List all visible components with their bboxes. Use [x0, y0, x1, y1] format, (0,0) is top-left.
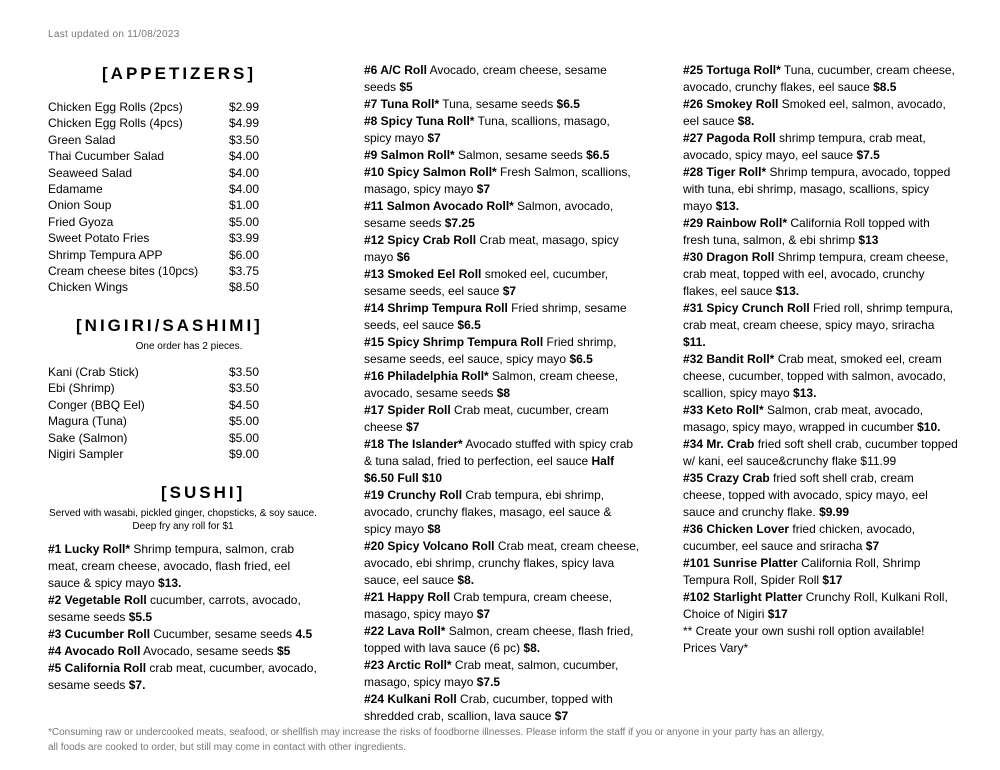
roll-name: #30 Dragon Roll: [683, 250, 775, 264]
menu-item-price: $3.99: [229, 231, 260, 246]
roll-price: $8.: [523, 641, 541, 655]
roll-item: [364, 623, 640, 657]
menu-item-name: Cream cheese bites (10pcs): [48, 264, 199, 279]
menu-item-row: [48, 148, 259, 164]
menu-item-name: Fried Gyoza: [48, 214, 114, 229]
roll-name: #7 Tuna Roll*: [364, 97, 440, 111]
menu-item-price: $3.50: [229, 381, 260, 396]
roll-description: Crab meat, smoked eel, cream cheese, cucumber, topped with salmon, avocado, scallion, spicy mayo: [683, 352, 946, 400]
roll-description: California Roll topped with fresh tuna, salmon, & ebi shrimp: [683, 216, 930, 247]
menu-item-row: [48, 99, 259, 115]
nigiri-note: One order has 2 pieces.: [135, 341, 243, 352]
roll-name: #20 Spicy Volcano Roll: [364, 539, 495, 553]
menu-item-row: [48, 247, 259, 263]
roll-name: #10 Spicy Salmon Roll*: [364, 165, 497, 179]
roll-name: #34 Mr. Crab: [683, 437, 755, 451]
roll-price: $13.: [775, 284, 800, 298]
menu-item-price: $3.50: [229, 132, 260, 147]
roll-description: fried soft shell crab, cucumber topped w/ kani, eel sauce&crunchy flake $11.99: [683, 437, 958, 468]
menu-item-price: $8.50: [229, 280, 260, 295]
menu-item-name: Magura (Tuna): [48, 414, 127, 429]
menu-item-price: $4.00: [229, 165, 260, 180]
roll-price: $13: [858, 233, 879, 247]
roll-name: #22 Lava Roll*: [364, 624, 446, 638]
roll-name: #36 Chicken Lover: [683, 522, 790, 536]
roll-item: [364, 589, 640, 623]
roll-item: [683, 300, 958, 351]
roll-item: [364, 691, 640, 725]
roll-item: [683, 164, 958, 215]
roll-name: #13 Smoked Eel Roll: [364, 267, 482, 281]
roll-price: $6: [396, 250, 411, 264]
roll-description: Tuna, cucumber, cream cheese, avocado, crunchy flakes, eel sauce: [683, 63, 955, 94]
menu-item-price: $3.50: [229, 365, 260, 379]
roll-price: $7: [427, 131, 441, 145]
rolls-column-2: [364, 62, 640, 725]
roll-description: smoked eel, cucumber, sesame seeds, eel sauce: [364, 267, 609, 298]
roll-name: #24 Kulkani Roll: [364, 692, 457, 706]
roll-name: #1 Lucky Roll*: [48, 542, 131, 556]
roll-price: $9.99: [819, 505, 850, 519]
menu-item-name: Nigiri Sampler: [48, 447, 124, 462]
roll-name: #9 Salmon Roll*: [364, 148, 455, 162]
appetizers-list: [48, 99, 259, 296]
roll-price: $7.5: [476, 675, 501, 689]
roll-item: [48, 626, 323, 643]
menu-item-row: [48, 430, 259, 446]
nigiri-heading: [NIGIRI/SASHIMI]: [76, 316, 263, 335]
roll-item: [48, 541, 323, 592]
roll-description: crab meat, cucumber, avocado, sesame seeds: [48, 661, 317, 692]
roll-name: #14 Shrimp Tempura Roll: [364, 301, 508, 315]
menu-item-row: [48, 181, 259, 197]
roll-price: $13.: [715, 199, 740, 213]
roll-item: [683, 470, 958, 521]
roll-price: $6.5: [586, 148, 610, 162]
menu-item-name: Chicken Egg Rolls (2pcs): [48, 100, 183, 114]
roll-item: [364, 436, 640, 487]
roll-description: fried chicken, avocado, cucumber, eel sauce and sriracha: [683, 522, 916, 553]
menu-item-price: $6.00: [229, 247, 260, 262]
menu-item-name: Shrimp Tempura APP: [48, 247, 163, 262]
roll-description: Fried roll, shrimp tempura, crab meat, cream cheese, spicy mayo, sriracha: [683, 301, 954, 332]
menu-item-name: Onion Soup: [48, 198, 112, 213]
menu-item-row: [48, 165, 259, 181]
roll-item: [364, 113, 640, 147]
roll-description: Fried shrimp, sesame seeds, eel sauce, spicy mayo: [364, 335, 617, 366]
roll-price: $8.: [457, 573, 475, 587]
menu-item-row: [48, 197, 259, 213]
roll-item: [364, 487, 640, 538]
roll-price: $13.: [793, 386, 817, 400]
roll-description: Crunchy Roll, Kulkani Roll, Choice of Nigiri: [683, 590, 948, 621]
menu-item-row: [48, 279, 259, 295]
roll-price: $6.5: [569, 352, 593, 366]
roll-description: Crab meat, cucumber, cream cheese: [364, 403, 609, 434]
roll-description: Salmon, cream cheese, avocado, sesame seeds: [364, 369, 619, 400]
roll-name: #18 The Islander*: [364, 437, 463, 451]
sushi-heading: [SUSHI]: [161, 483, 246, 502]
roll-name: #23 Arctic Roll*: [364, 658, 452, 672]
roll-item: [364, 232, 640, 266]
menu-item-price: $3.75: [229, 264, 260, 279]
roll-name: #102 Starlight Platter: [683, 590, 803, 604]
roll-item: [683, 249, 958, 300]
roll-price: $7.: [128, 678, 146, 692]
sushi-note: Served with wasabi, pickled ginger, chopsticks, & soy sauce. Deep fry any roll for $1: [49, 508, 317, 532]
roll-price: Half $6.50 Full $10: [364, 454, 615, 485]
roll-name: #2 Vegetable Roll: [48, 593, 147, 607]
roll-description: Avocado, cream cheese, sesame seeds: [364, 63, 607, 94]
roll-item: [683, 402, 958, 436]
roll-name: #35 Crazy Crab: [683, 471, 770, 485]
roll-name: #25 Tortuga Roll*: [683, 63, 781, 77]
roll-name: #32 Bandit Roll*: [683, 352, 775, 366]
menu-item-price: $4.50: [229, 397, 260, 412]
appetizers-heading: [APPETIZERS]: [102, 64, 257, 83]
menu-item-price: $4.99: [229, 116, 260, 131]
menu-item-name: Thai Cucumber Salad: [48, 149, 165, 164]
menu-item-name: Chicken Wings: [48, 280, 129, 295]
roll-price: $7: [865, 539, 880, 553]
roll-price: $7: [502, 284, 517, 298]
menu-item-row: [48, 132, 259, 148]
roll-name: #17 Spider Roll: [364, 403, 451, 417]
menu-item-row: [48, 446, 259, 462]
roll-name: #31 Spicy Crunch Roll: [683, 301, 810, 315]
roll-item: [364, 198, 640, 232]
menu-item-price: $5.00: [229, 430, 260, 445]
roll-description: Salmon, cream cheese, flash fried, topped with lava sauce (6 pc): [364, 624, 634, 655]
menu-item-name: Green Salad: [48, 132, 116, 147]
roll-price: $5: [399, 80, 413, 94]
roll-item: [364, 300, 640, 334]
menu-item-row: [48, 380, 259, 396]
menu-item-price: $4.00: [229, 182, 260, 197]
roll-description: Crab meat, masago, spicy mayo: [364, 233, 619, 264]
roll-description: Salmon, sesame seeds: [454, 148, 587, 162]
menu-item-name: Chicken Egg Rolls (4pcs): [48, 116, 183, 131]
menu-item-price: $5.00: [229, 214, 260, 229]
roll-price: $7: [476, 182, 491, 196]
roll-description: Shrimp tempura, cream cheese, crab meat, topped with eel, avocado, crunchy flakes, eel sauce: [683, 250, 949, 298]
roll-description: Tuna, sesame seeds: [439, 97, 557, 111]
roll-item: [683, 96, 958, 130]
menu-item-name: Sweet Potato Fries: [48, 231, 150, 246]
nigiri-list: [48, 364, 259, 462]
rolls-column-3: [683, 62, 958, 657]
last-updated-text: Last updated on 11/08/2023: [48, 29, 180, 40]
roll-name: #3 Cucumber Roll: [48, 627, 151, 641]
menu-item-row: [48, 397, 259, 413]
roll-description: Salmon, avocado, sesame seeds: [364, 199, 614, 230]
menu-item-row: [48, 263, 259, 279]
roll-description: cucumber, carrots, avocado, sesame seeds: [48, 593, 301, 624]
roll-price: $17: [767, 607, 788, 621]
roll-name: #12 Spicy Crab Roll: [364, 233, 477, 247]
roll-description: Avocado stuffed with spicy crab & tuna salad, fried to perfection, eel sauce: [364, 437, 634, 468]
menu-item-name: Seaweed Salad: [48, 165, 133, 180]
roll-description: Avocado, sesame seeds: [140, 644, 277, 658]
roll-item: [683, 215, 958, 249]
roll-price: $6.5: [457, 318, 481, 332]
roll-description: Fried shrimp, sesame seeds, eel sauce: [364, 301, 627, 332]
roll-name: #21 Happy Roll: [364, 590, 451, 604]
menu-item-row: [48, 413, 259, 429]
rolls-column-1: [48, 541, 323, 694]
menu-item-price: $5.00: [229, 414, 260, 429]
menu-item-name: Ebi (Shrimp): [48, 381, 115, 396]
roll-description: Crab tempura, ebi shrimp, avocado, crunchy flakes, masago, eel sauce & spicy mayo: [364, 488, 612, 536]
roll-price: $7.5: [856, 148, 880, 162]
roll-name: #16 Philadelphia Roll*: [364, 369, 489, 383]
roll-item: [364, 164, 640, 198]
roll-description: fried soft shell crab, cream cheese, topped with avocado, spicy mayo, eel sauce and crunchy flake.: [683, 471, 928, 519]
roll-item: [683, 436, 958, 470]
roll-item: [48, 660, 323, 694]
roll-name: #5 California Roll: [48, 661, 147, 675]
footer-line-1: *Consuming raw or undercooked meats, seafood, or shellfish may increase the risks of foodborne illnesses. Please inform the staff if you or anyone in your party has an allergy,: [48, 727, 825, 738]
roll-item: [683, 589, 958, 623]
roll-description: Crab, cucumber, topped with shredded crab, scallion, lava sauce: [364, 692, 613, 723]
menu-item-name: Sake (Salmon): [48, 430, 128, 445]
roll-description: shrimp tempura, crab meat, avocado, spicy mayo, eel sauce: [683, 131, 926, 162]
roll-item: [683, 62, 958, 96]
roll-description: Crab meat, salmon, cucumber, masago, spicy mayo: [364, 658, 619, 689]
menu-item-price: $2.99: [229, 100, 260, 114]
roll-item: [364, 402, 640, 436]
roll-price: $7.25: [444, 216, 475, 230]
roll-description: Crab tempura, cream cheese, masago, spicy mayo: [364, 590, 613, 621]
roll-name: #11 Salmon Avocado Roll*: [364, 199, 514, 213]
roll-description: California Roll, Shrimp Tempura Roll, Spider Roll: [683, 556, 921, 587]
roll-price: $11.: [683, 335, 706, 349]
create-your-own-note: ** Create your own sushi roll option available! Prices Vary*: [683, 624, 925, 655]
menu-item-price: $9.00: [229, 447, 260, 462]
roll-price: $13.: [158, 576, 182, 590]
roll-name: #29 Rainbow Roll*: [683, 216, 788, 230]
roll-name: #28 Tiger Roll*: [683, 165, 767, 179]
menu-item-name: Kani (Crab Stick): [48, 365, 139, 379]
roll-price: $8.5: [873, 80, 897, 94]
footer-disclaimer: [48, 725, 968, 755]
roll-description: Tuna, scallions, masago, spicy mayo: [364, 114, 610, 145]
roll-name: #6 A/C Roll: [364, 63, 427, 77]
roll-price: $5.5: [128, 610, 153, 624]
roll-price: $7: [476, 607, 491, 621]
roll-description: Salmon, crab meat, avocado, masago, spicy mayo, wrapped in cucumber: [683, 403, 924, 434]
roll-name: #33 Keto Roll*: [683, 403, 764, 417]
roll-description: Crab meat, cream cheese, avocado, ebi shrimp, crunchy flakes, spicy lava sauce, eel sauce: [364, 539, 640, 587]
roll-price: $8.: [737, 114, 755, 128]
roll-item: [683, 555, 958, 589]
roll-item: [364, 538, 640, 589]
roll-price: $17: [822, 573, 843, 587]
menu-item-row: [48, 115, 259, 131]
roll-name: #101 Sunrise Platter: [683, 556, 798, 570]
roll-description: Fresh Salmon, scallions, masago, spicy mayo: [364, 165, 631, 196]
roll-item: [364, 266, 640, 300]
roll-price: $8: [496, 386, 511, 400]
roll-price: $6.5: [556, 97, 580, 111]
roll-price: 4.5: [295, 627, 313, 641]
footer-line-2: all foods are cooked to order, but still may come in contact with other ingredients.: [48, 742, 406, 753]
roll-item: [683, 521, 958, 555]
roll-item: [48, 643, 323, 660]
roll-description: Cucumber, sesame seeds: [150, 627, 296, 641]
menu-item-price: $1.00: [229, 198, 260, 213]
roll-item: [364, 657, 640, 691]
roll-price: $10.: [917, 420, 941, 434]
roll-name: #19 Crunchy Roll: [364, 488, 463, 502]
roll-name: #26 Smokey Roll: [683, 97, 779, 111]
roll-price: $8: [427, 522, 441, 536]
roll-item: [683, 130, 958, 164]
roll-item: [364, 147, 640, 164]
menu-item-row: [48, 214, 259, 230]
roll-price: $5: [277, 644, 291, 658]
roll-name: #8 Spicy Tuna Roll*: [364, 114, 475, 128]
roll-item: [364, 334, 640, 368]
roll-item: [364, 368, 640, 402]
roll-name: #4 Avocado Roll: [48, 644, 141, 658]
roll-name: #27 Pagoda Roll: [683, 131, 776, 145]
roll-description: Shrimp tempura, salmon, crab meat, cream cheese, avocado, flash fried, eel sauce & spicy mayo: [48, 542, 295, 590]
roll-item: [364, 62, 640, 96]
roll-item: [364, 96, 640, 113]
roll-item: [683, 351, 958, 402]
roll-description: Shrimp tempura, avocado, topped with tuna, ebi shrimp, masago, scallions, spicy mayo: [683, 165, 951, 213]
roll-name: #15 Spicy Shrimp Tempura Roll: [364, 335, 544, 349]
roll-price: $7: [406, 420, 420, 434]
roll-price: $7: [554, 709, 569, 723]
menu-item-row: [48, 230, 259, 246]
menu-item-name: Conger (BBQ Eel): [48, 397, 145, 412]
roll-description: Smoked eel, salmon, avocado, eel sauce: [683, 97, 946, 128]
menu-item-price: $4.00: [229, 149, 260, 164]
roll-item: [48, 592, 323, 626]
menu-item-row: [48, 364, 259, 380]
menu-item-name: Edamame: [48, 182, 103, 197]
